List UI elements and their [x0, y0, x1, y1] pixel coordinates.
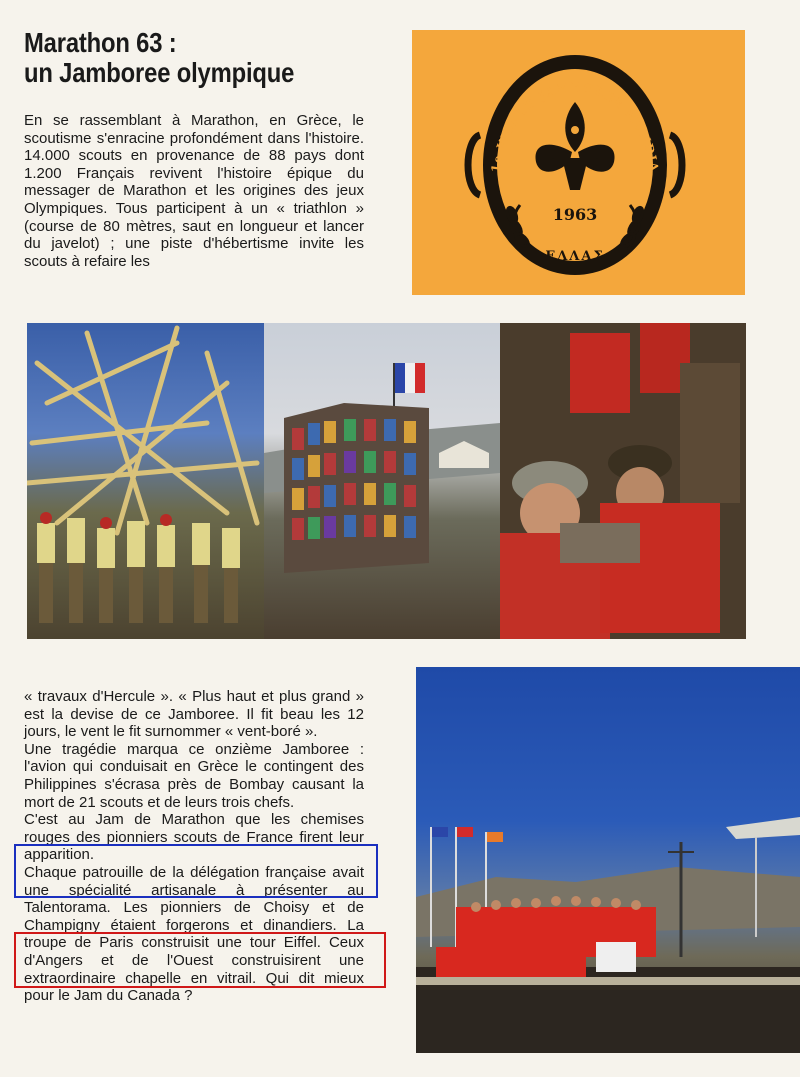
badge-bottom-text: ΕΛΛΑΣ: [545, 249, 605, 264]
paragraph-red-shirts: C'est au Jam de Marathon que les chemises rouges des pionniers scouts de France firent leur apparition.: [24, 811, 364, 864]
scouts-working-image-icon: [500, 323, 746, 639]
intro-paragraph: En se rassemblant à Marathon, en Grèce, le scoutisme s'enracine profondément dans l'histoire. 14.000 scouts en provenance de 88 pays dont 1.200 Français revivent l'histoire épique du messager de Marathon et les origines des jeux Olympiques. Tous participent à un « triathlon » (course de 80 mètres, saut en longueur et lancer du javelot) ; une piste d'hébertisme invite les scouts à refaire les: [24, 112, 364, 270]
badge-ring-text: 1e WORLD JAMBOREE MONDIA: [488, 80, 662, 174]
blue-highlight-box: [14, 844, 378, 898]
jamboree-badge: [412, 30, 745, 295]
badge-year: 1963: [552, 205, 598, 224]
photo-bamboo-tower: [27, 323, 264, 639]
title-line-1: Marathon 63 :: [24, 27, 177, 58]
bamboo-tower-image-icon: [27, 323, 264, 639]
red-shirt-scouts-image-icon: [416, 667, 800, 1053]
article-title: [24, 28, 330, 88]
photo-stained-glass-chapel: [264, 323, 500, 639]
photo-red-shirt-scouts: [416, 667, 800, 1053]
chapel-image-icon: [264, 323, 500, 639]
paragraph-tragedy: Une tragédie marqua ce onzième Jamboree : l'avion qui conduisait en Grèce le contingent des Philippines s'écrasa près de Bombay causant la mort de 21 scouts et de leurs trois chefs.: [24, 740, 364, 811]
paragraph-hercule: « travaux d'Hercule ». « Plus haut et plus grand » est la devise de ce Jamboree. Il fit beau les 12 jours, le vent le fit surnommer « vent-boré ».: [24, 688, 364, 741]
column-1: [24, 112, 364, 270]
title-line-2: un Jamboree olympique: [24, 57, 295, 88]
jamboree-badge-emblem-icon: [412, 30, 745, 295]
photo-scouts-working: [500, 323, 746, 639]
red-highlight-box: [14, 932, 386, 988]
paragraph-talentorama: Chaque patrouille de la délégation française avait une spécialité artisanale à présenter au Talentorama. Les pionniers de Choisy et de Champigny étaient forgerons et dinandiers. La troupe de Paris construisit une tour Eiffel. Ceux d'Angers et de l'Ouest construisirent une extraordinaire chapelle en vitrail. Qui dit mieux pour le Jam du Canada ?: [24, 863, 364, 1005]
